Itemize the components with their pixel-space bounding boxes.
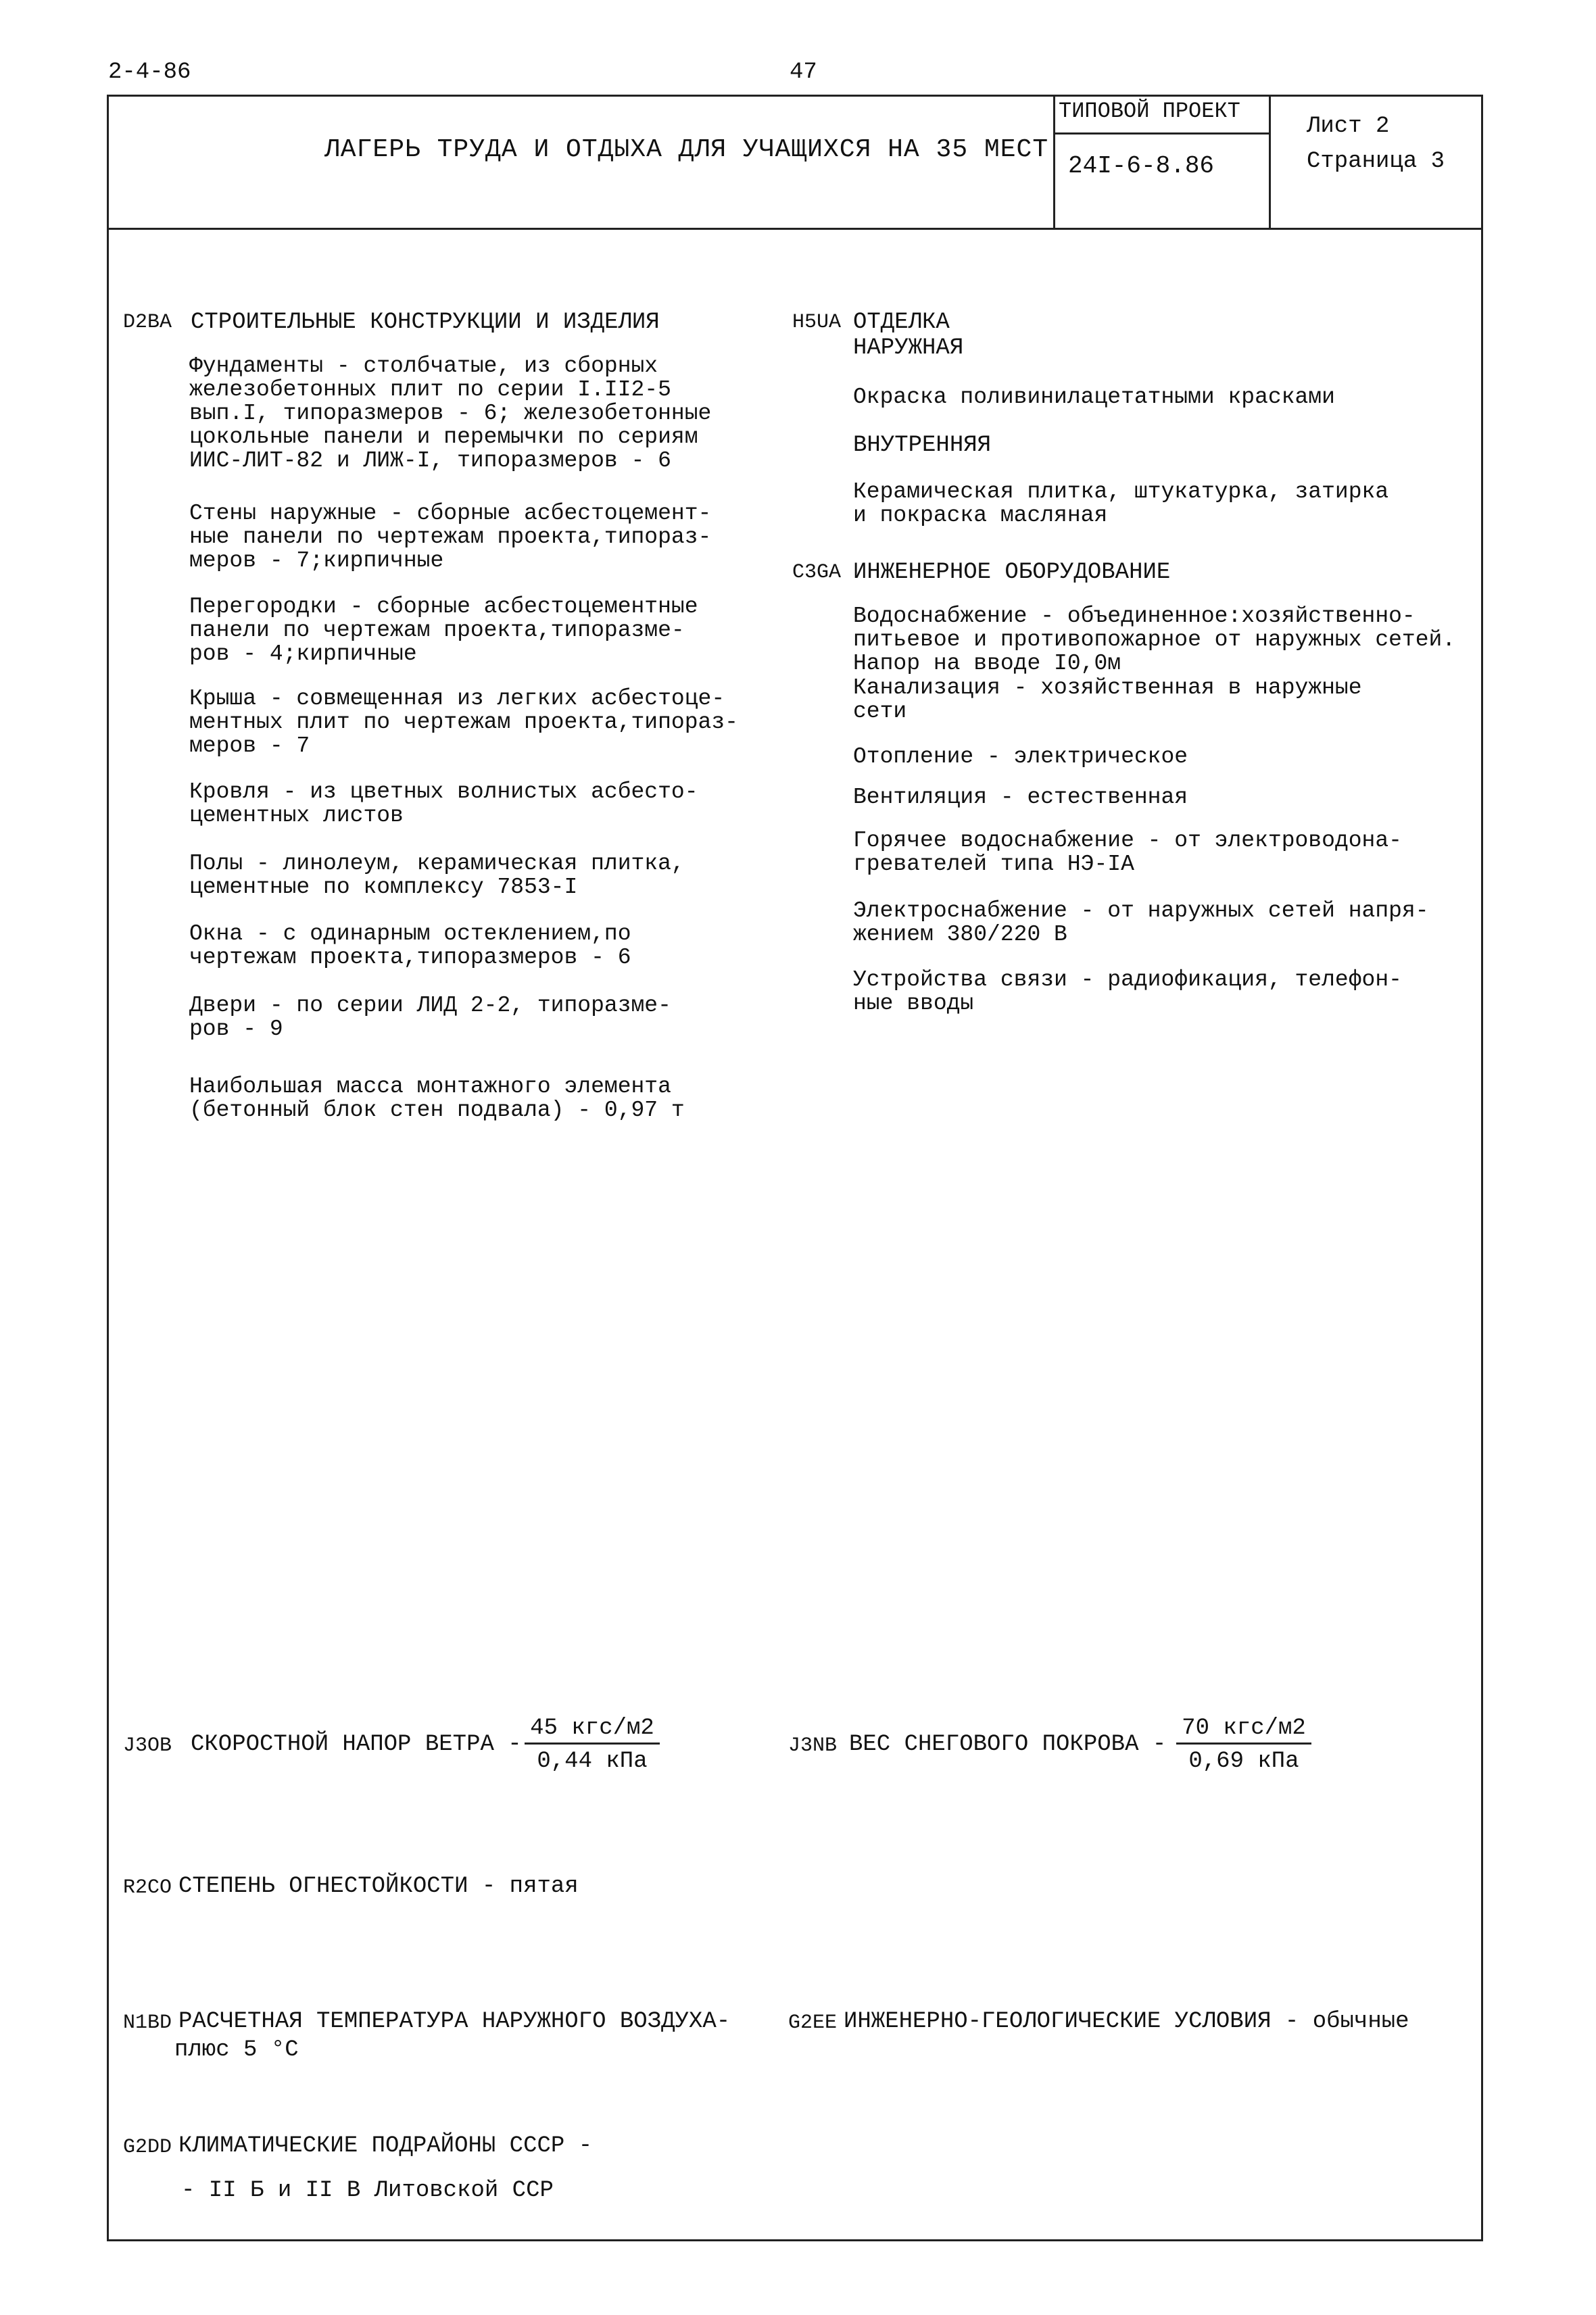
section-title-finish: ОТДЕЛКА: [853, 310, 950, 335]
finish-inner-text: Керамическая плитка, штукатурка, затирка и покраска масляная: [853, 479, 1389, 528]
design-temperature-label: РАСЧЕТНАЯ ТЕМПЕРАТУРА НАРУЖНОГО ВОЗДУХА-: [178, 2009, 731, 2034]
list-item: Наибольшая масса монтажного элемента (бетонный блок стен подвала) - 0,97 т: [189, 1074, 685, 1123]
list-item: Полы - линолеум, керамическая плитка, цементные по комплексу 7853-I: [189, 851, 685, 900]
subsection-title-inner: ВНУТРЕННЯЯ: [853, 433, 992, 458]
wind-pressure-label: СКОРОСТНОЙ НАПОР ВЕТРА -: [191, 1732, 522, 1757]
list-item: Устройства связи - радиофикация, телефон- ные вводы: [853, 967, 1402, 1016]
document-title: ЛАГЕРЬ ТРУДА И ОТДЫХА ДЛЯ УЧАЩИХСЯ НА 35 МЕСТ: [324, 135, 1049, 164]
section-code: R2CO: [123, 1876, 172, 1899]
project-number: 24I-6-8.86: [1068, 152, 1215, 180]
list-item: Горячее водоснабжение - от электроводона- гревателей типа НЭ-IА: [853, 828, 1402, 877]
finish-outer-text: Окраска поливинилацетатными красками: [853, 385, 1335, 410]
title-block-divider: [1053, 132, 1269, 135]
geology-conditions: ИНЖЕНЕРНО-ГЕОЛОГИЧЕСКИЕ УСЛОВИЯ - обычные: [844, 2009, 1409, 2034]
climate-subregions-value: - II Б и II В Литовской ССР: [181, 2178, 554, 2203]
wind-denominator: 0,44 кПа: [537, 1749, 648, 1774]
snow-denominator: 0,69 кПа: [1188, 1749, 1299, 1774]
snow-numerator: 70 кгс/м2: [1176, 1715, 1311, 1745]
list-item: Электроснабжение - от наружных сетей напря- жением 380/220 В: [853, 898, 1429, 947]
wind-pressure-value: [525, 1715, 660, 1774]
section-code: G2EE: [788, 2012, 838, 2034]
list-item: Крыша - совмещенная из легких асбестоце- ментных плит по чертежам проекта,типораз- меров - 7: [189, 686, 738, 758]
section-code: D2BA: [123, 311, 172, 334]
design-temperature-value: плюс 5 °С: [174, 2037, 299, 2063]
section-code: H5UA: [792, 311, 842, 334]
list-item: Фундаменты - столбчатые, из сборных железобетонных плит по серии I.II2-5 вып.I, типоразмеров - 6; железобетонные цокольные панели и перемычки по сериям ИИС-ЛИТ-82 и ЛИЖ-I, типоразмеров - 6: [189, 354, 712, 473]
subsection-title-outer: НАРУЖНАЯ: [853, 335, 964, 361]
section-code: N1BD: [123, 2012, 172, 2034]
section-code: C3GA: [792, 561, 842, 584]
list-item: Перегородки - сборные асбестоцементные панели по чертежам проекта,типоразме- ров - 4;кирпичные: [189, 594, 698, 666]
list-item: Кровля - из цветных волнистых асбесто- цементных листов: [189, 779, 698, 828]
list-item: Стены наружные - сборные асбестоцемент- ные панели по чертежам проекта,типораз- меров - 7;кирпичные: [189, 501, 712, 573]
section-title-structures: СТРОИТЕЛЬНЫЕ КОНСТРУКЦИИ И ИЗДЕЛИЯ: [191, 310, 660, 335]
snow-load-value: [1176, 1715, 1311, 1774]
list-item: Двери - по серии ЛИД 2-2, типоразме- ров - 9: [189, 993, 671, 1042]
section-title-engineering: ИНЖЕНЕРНОЕ ОБОРУДОВАНИЕ: [853, 560, 1171, 585]
list-item: Отопление - электрическое: [853, 744, 1188, 769]
section-code: J3OB: [123, 1734, 172, 1757]
page-label: Страница 3: [1307, 149, 1445, 174]
snow-load-label: ВЕС СНЕГОВОГО ПОКРОВА -: [849, 1732, 1167, 1757]
list-item: Окна - с одинарным остеклением,по чертежам проекта,типоразмеров - 6: [189, 921, 631, 970]
document-code: 2-4-86: [108, 59, 191, 85]
wind-numerator: 45 кгс/м2: [525, 1715, 660, 1745]
fire-resistance: СТЕПЕНЬ ОГНЕСТОЙКОСТИ - пятая: [178, 1874, 579, 1899]
section-code: J3NB: [788, 1734, 838, 1757]
page-number: 47: [790, 59, 817, 85]
title-block-divider: [1269, 95, 1271, 230]
sheet-number: Лист 2: [1307, 114, 1390, 139]
section-code: G2DD: [123, 2136, 172, 2159]
title-block-divider: [1053, 95, 1055, 230]
list-item: Канализация - хозяйственная в наружные сети: [853, 675, 1362, 724]
climate-subregions-label: КЛИМАТИЧЕСКИЕ ПОДРАЙОНЫ СССР -: [178, 2133, 593, 2159]
project-label: ТИПОВОЙ ПРОЕКТ: [1059, 99, 1240, 124]
list-item: Водоснабжение - объединенное:хозяйственно- питьевое и противопожарное от наружных сетей. Напор на вводе I0,0м: [853, 604, 1456, 676]
list-item: Вентиляция - естественная: [853, 785, 1188, 810]
